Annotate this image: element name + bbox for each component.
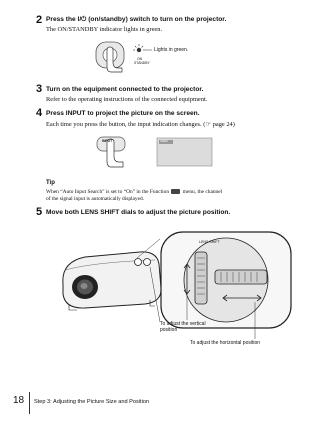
projector-icon: [63, 252, 161, 310]
horizontal-adjust-callout: To adjust the horizontal position: [190, 340, 261, 346]
lens-shift-illustration: [55, 224, 295, 354]
vertical-adjust-callout-2: position: [160, 327, 178, 333]
indicator-label-on: ON: [137, 57, 143, 61]
lens-shift-dial-label: LENS SHIFT: [199, 240, 220, 244]
step-heading-5: Move both LENS SHIFT dials to adjust the picture position.: [46, 209, 231, 216]
tip-line-1b: menu, the channel: [182, 189, 223, 195]
footer-section-title: Step 3: Adjusting the Picture Size and Position: [34, 399, 150, 405]
step-number-4: 4: [36, 107, 43, 119]
step-number-2: 2: [36, 14, 43, 26]
indicator-label-standby: STANDBY: [134, 61, 150, 65]
tip-title: Tip: [46, 180, 55, 186]
indicator-light-icon: [133, 44, 145, 52]
step-heading-4: Press INPUT to project the picture on the screen.: [46, 110, 200, 117]
tip-line-1: [46, 189, 222, 195]
step-number-5: 5: [36, 206, 43, 218]
function-menu-icon: [171, 189, 180, 194]
step-heading-3: Turn on the equipment connected to the projector.: [46, 86, 204, 93]
step-body-2: The ON/STANDBY indicator lights in green.: [46, 26, 163, 33]
power-switch-illustration: [95, 38, 195, 76]
step-number-3: 3: [36, 83, 43, 95]
input-button-illustration: [95, 130, 215, 170]
step-heading-2: Press the I/⏻ (on/standby) switch to turn on the projector.: [46, 16, 227, 23]
screen-input-indication: VIDEO: [160, 140, 169, 143]
vertical-adjust-callout-1: To adjust the vertical: [160, 321, 206, 327]
tip-line-2: of the signal input is automatically displayed.: [46, 196, 145, 202]
step-body-4: Each time you press the button, the input indication changes. (☞ page 24): [46, 121, 235, 128]
tip-line-1a: When “Auto Input Search” is set to “On” in the Function: [46, 189, 170, 195]
step-body-3: Refer to the operating instructions of the connected equipment.: [46, 96, 208, 103]
page-number: 18: [13, 395, 25, 406]
input-button-label: INPUT: [102, 139, 113, 143]
footer-divider: [29, 392, 30, 414]
lights-green-callout: Lights in green.: [154, 47, 189, 53]
